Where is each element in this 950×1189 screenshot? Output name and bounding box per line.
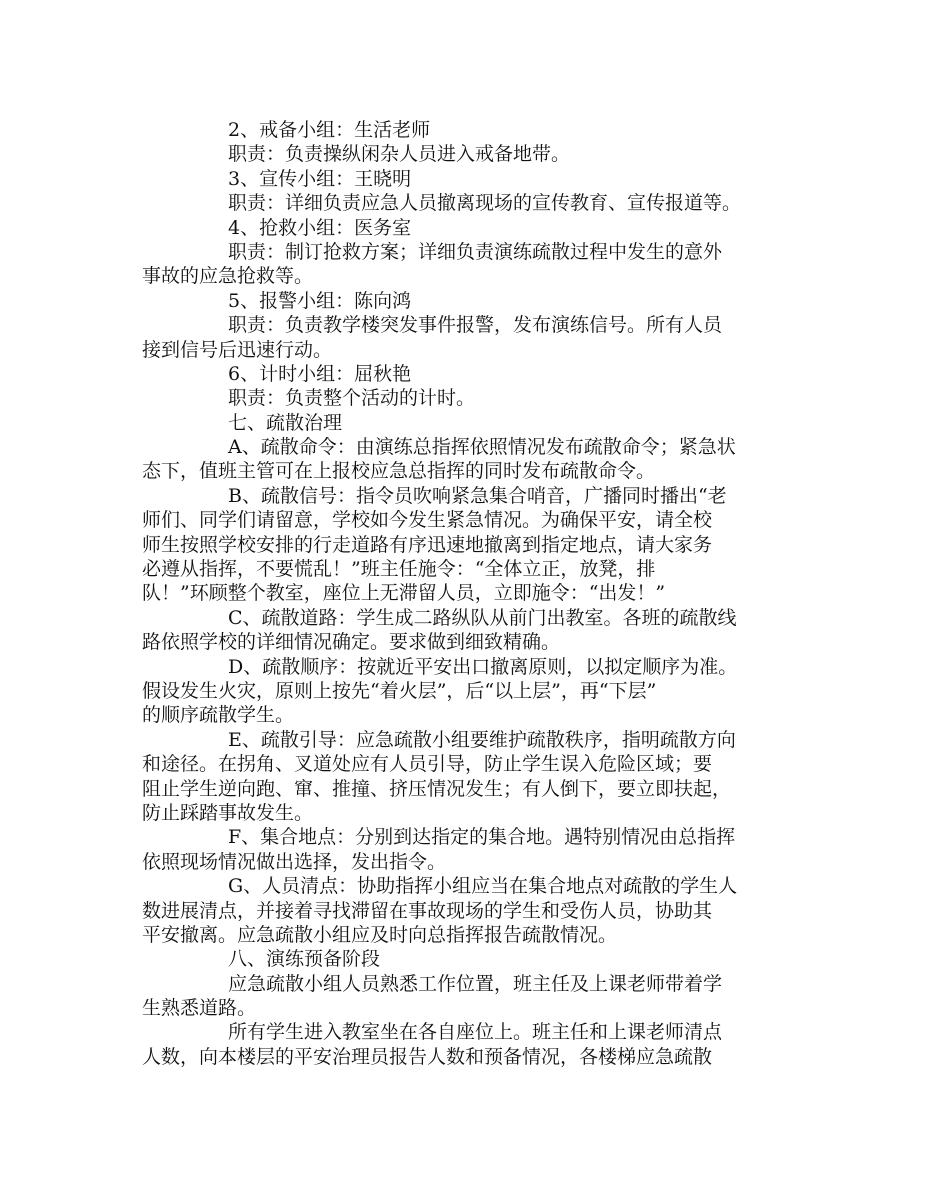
text-line: 接到信号后迅速行动。 — [142, 338, 333, 361]
text-line: 应急疏散小组人员熟悉工作位置，班主任及上课老师带着学 — [228, 972, 723, 995]
document-body — [142, 118, 828, 1069]
text-line: 3、宣传小组：王晓明 — [228, 167, 412, 190]
text-line: 师们、同学们请留意，学校如今发生紧急情况。为确保平安，请全校 — [142, 509, 713, 532]
text-line: 6、计时小组：屈秋艳 — [228, 362, 412, 385]
text-line: G、人员清点：协助指挥小组应当在集合地点对疏散的学生人 — [228, 875, 738, 898]
text-line: 平安撤离。应急疏散小组应及时向总指挥报告疏散情况。 — [142, 923, 618, 946]
text-line: 数进展清点，并接着寻找滞留在事故现场的学生和受伤人员，协助其 — [142, 899, 713, 922]
text-line: 防止踩踏事故发生。 — [142, 801, 314, 824]
text-line: B、疏散信号：指令员吹响紧急集合哨音，广播同时播出“老 — [228, 484, 727, 507]
text-line: 态下，值班主管可在上报校应急总指挥的同时发布疏散命令。 — [142, 460, 656, 483]
text-line: 师生按照学校安排的行走道路有序迅速地撤离到指定地点，请大家务 — [142, 533, 713, 556]
text-line: 假设发生火灾，原则上按先“着火层”，后“以上层”，再“下层” — [142, 679, 657, 702]
text-line: 职责：负责整个活动的计时。 — [228, 387, 476, 410]
text-line: 事故的应急抢救等。 — [142, 265, 314, 288]
text-line: E、疏散引导：应急疏散小组要维护疏散秩序，指明疏散方向 — [228, 728, 736, 751]
text-line: F、集合地点：分别到达指定的集合地。遇特别情况由总指挥 — [228, 826, 736, 849]
text-line: 4、抢救小组：医务室 — [228, 216, 412, 239]
text-line: D、疏散顺序：按就近平安出口撤离原则，以拟定顺序为准。 — [228, 655, 738, 678]
text-line: 所有学生进入教室坐在各自座位上。班主任和上课老师清点 — [228, 1021, 723, 1044]
text-line: 依照现场情况做出选择，发出指令。 — [142, 850, 447, 873]
text-line: 2、戒备小组：生活老师 — [228, 119, 431, 141]
text-line: A、疏散命令：由演练总指挥依照情况发布疏散命令；紧急状 — [228, 436, 736, 459]
text-line: 八、演练预备阶段 — [228, 948, 381, 971]
text-line: C、疏散道路：学生成二路纵队从前门出教室。各班的疏散线 — [228, 606, 737, 629]
text-line: 5、报警小组：陈向鸿 — [228, 289, 412, 312]
text-line: 人数，向本楼层的平安治理员报告人数和预备情况，各楼梯应急疏散 — [142, 1045, 713, 1068]
text-line: 路依照学校的详细情况确定。要求做到细致精确。 — [142, 631, 561, 654]
text-line: 生熟悉道路。 — [142, 997, 257, 1020]
text-line: 七、疏散治理 — [228, 411, 343, 434]
text-line: 队！”环顾整个教室，座位上无滞留人员，立即施令：“出发！” — [142, 582, 666, 605]
text-line: 和途径。在拐角、叉道处应有人员引导，防止学生误入危险区域；要 — [142, 753, 713, 776]
text-line: 的顺序疏散学生。 — [142, 704, 295, 727]
text-line: 职责：制订抢救方案；详细负责演练疏散过程中发生的意外 — [228, 240, 723, 263]
text-line: 阻止学生逆向跑、窜、推撞、挤压情况发生；有人倒下，要立即扶起， — [142, 777, 732, 800]
text-line: 职责：详细负责应急人员撤离现场的宣传教育、宣传报道等。 — [228, 192, 742, 215]
text-line: 必遵从指挥，不要慌乱！”班主任施令：“全体立正，放凳，排 — [142, 558, 656, 581]
text-line: 职责：负责操纵闲杂人员进入戒备地带。 — [228, 143, 571, 166]
text-line: 职责：负责教学楼突发事件报警，发布演练信号。所有人员 — [228, 314, 723, 337]
